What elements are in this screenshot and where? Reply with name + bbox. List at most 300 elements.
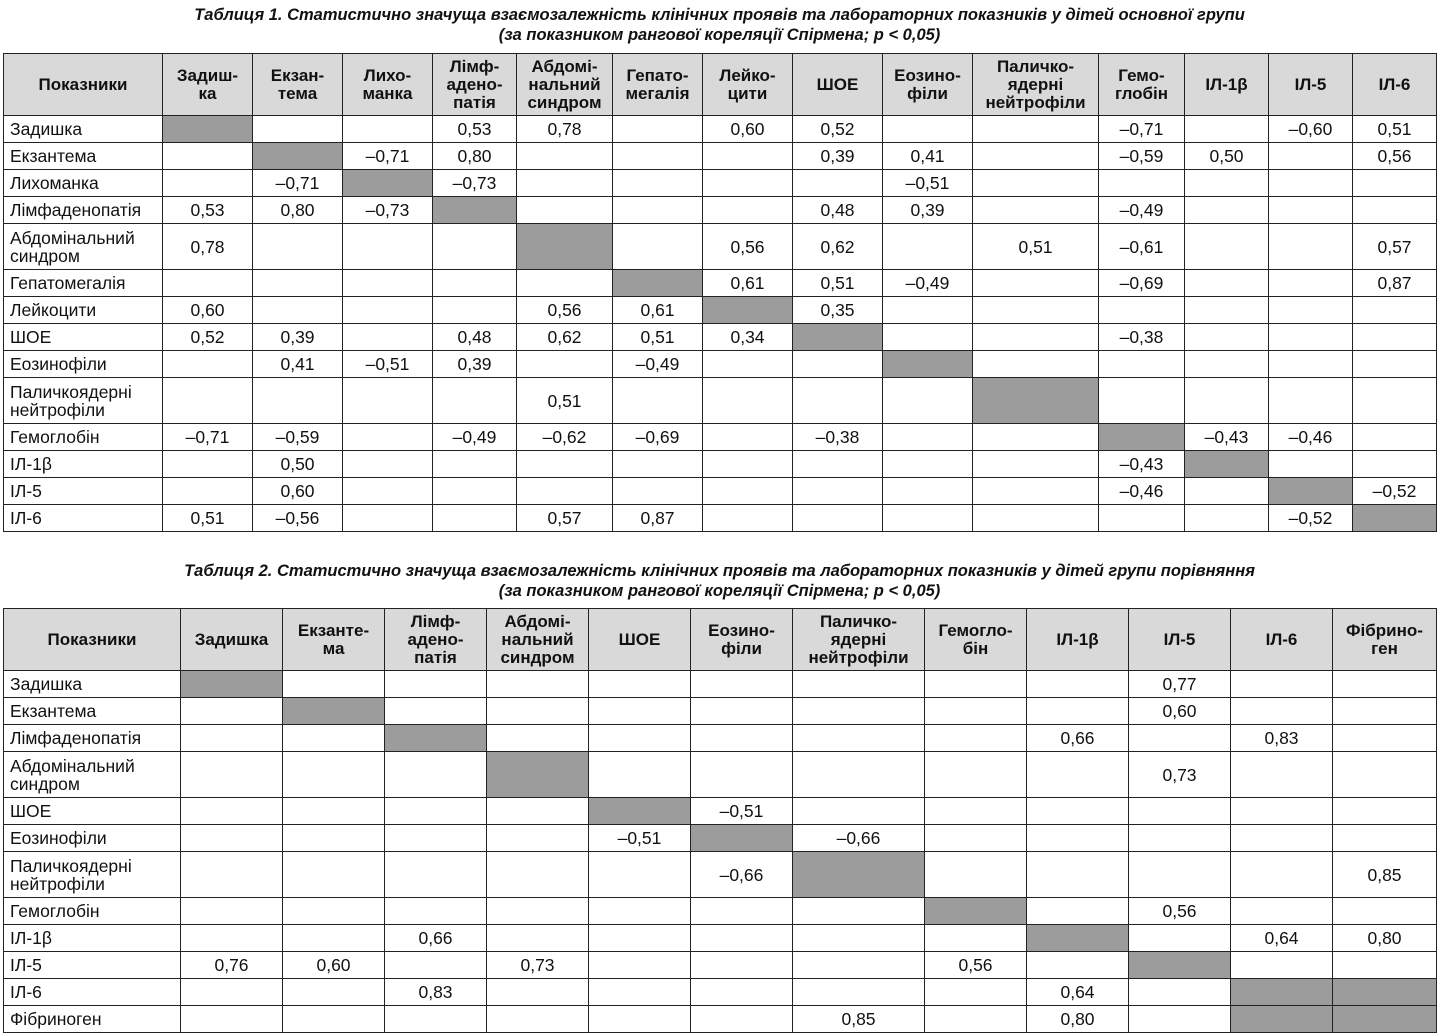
- correlation-cell: [181, 825, 283, 852]
- correlation-cell: [883, 324, 973, 351]
- correlation-cell: [1027, 671, 1129, 698]
- diagonal-shaded-cell: [1333, 1006, 1437, 1033]
- correlation-cell: –0,46: [1269, 424, 1353, 451]
- correlation-cell: [1099, 351, 1185, 378]
- correlation-cell: [703, 478, 793, 505]
- correlation-cell: [487, 852, 589, 898]
- diagonal-shaded-cell: [1231, 1006, 1333, 1033]
- correlation-cell: [613, 116, 703, 143]
- correlation-cell: 0,53: [433, 116, 517, 143]
- column-header: Задишка: [181, 609, 283, 671]
- correlation-cell: [589, 1006, 691, 1033]
- correlation-cell: [883, 378, 973, 424]
- correlation-cell: [283, 725, 385, 752]
- correlation-cell: [1333, 752, 1437, 798]
- column-header: ІЛ-6: [1353, 54, 1437, 116]
- correlation-cell: –0,71: [1099, 116, 1185, 143]
- correlation-cell: 0,83: [385, 979, 487, 1006]
- correlation-cell: [1269, 224, 1353, 270]
- correlation-cell: [181, 898, 283, 925]
- correlation-cell: [1269, 451, 1353, 478]
- correlation-cell: [1333, 952, 1437, 979]
- correlation-cell: [487, 798, 589, 825]
- diagonal-shaded-cell: [253, 143, 343, 170]
- table-row: [4, 898, 1437, 925]
- diagonal-shaded-cell: [1231, 979, 1333, 1006]
- column-header: Еозино- філи: [691, 609, 793, 671]
- diagonal-shaded-cell: [613, 270, 703, 297]
- correlation-cell: [691, 671, 793, 698]
- correlation-cell: 0,85: [793, 1006, 925, 1033]
- correlation-cell: [1185, 270, 1269, 297]
- correlation-cell: [793, 478, 883, 505]
- correlation-cell: 0,56: [517, 297, 613, 324]
- column-header: ІЛ-1β: [1027, 609, 1129, 671]
- correlation-cell: –0,71: [253, 170, 343, 197]
- correlation-cell: [1353, 424, 1437, 451]
- correlation-cell: [1231, 698, 1333, 725]
- correlation-cell: [1185, 478, 1269, 505]
- correlation-cell: [589, 898, 691, 925]
- correlation-cell: [691, 979, 793, 1006]
- row-label: ІЛ-6: [4, 505, 163, 532]
- table-row: [4, 852, 1437, 898]
- correlation-cell: 0,78: [163, 224, 253, 270]
- correlation-cell: [433, 478, 517, 505]
- correlation-cell: [385, 898, 487, 925]
- correlation-cell: [1231, 952, 1333, 979]
- correlation-cell: [1353, 197, 1437, 224]
- correlation-cell: –0,51: [343, 351, 433, 378]
- table-row: [4, 224, 1437, 270]
- correlation-cell: [1269, 170, 1353, 197]
- table1-caption-title: Таблиця 1. Статистично значуща взаємозалежність клінічних проявів та лабораторних показників у дітей основної групи: [194, 6, 1245, 24]
- correlation-table-comparison-group: [3, 608, 1437, 1033]
- diagonal-shaded-cell: [163, 116, 253, 143]
- correlation-cell: [433, 451, 517, 478]
- correlation-cell: [691, 752, 793, 798]
- correlation-cell: [925, 752, 1027, 798]
- correlation-cell: [703, 451, 793, 478]
- correlation-cell: [613, 224, 703, 270]
- correlation-cell: [973, 451, 1099, 478]
- row-label: Фібриноген: [4, 1006, 181, 1033]
- correlation-cell: –0,59: [1099, 143, 1185, 170]
- correlation-cell: [589, 852, 691, 898]
- correlation-cell: 0,73: [487, 952, 589, 979]
- correlation-cell: 0,61: [613, 297, 703, 324]
- correlation-cell: [691, 925, 793, 952]
- correlation-cell: 0,83: [1231, 725, 1333, 752]
- correlation-cell: [181, 698, 283, 725]
- correlation-cell: [883, 424, 973, 451]
- table-row: [4, 270, 1437, 297]
- correlation-cell: [253, 297, 343, 324]
- table-row: [4, 378, 1437, 424]
- table-row: [4, 478, 1437, 505]
- table-row: [4, 324, 1437, 351]
- diagonal-shaded-cell: [1027, 925, 1129, 952]
- correlation-cell: –0,38: [793, 424, 883, 451]
- correlation-cell: [433, 224, 517, 270]
- correlation-cell: [703, 170, 793, 197]
- correlation-cell: 0,64: [1027, 979, 1129, 1006]
- correlation-cell: [925, 825, 1027, 852]
- correlation-cell: 0,53: [163, 197, 253, 224]
- column-header: Лихо- манка: [343, 54, 433, 116]
- correlation-cell: [973, 324, 1099, 351]
- correlation-cell: 0,51: [613, 324, 703, 351]
- correlation-cell: –0,71: [343, 143, 433, 170]
- correlation-cell: [517, 451, 613, 478]
- correlation-cell: 0,39: [253, 324, 343, 351]
- correlation-cell: [1099, 297, 1185, 324]
- row-label: Гемоглобін: [4, 424, 163, 451]
- correlation-cell: [793, 671, 925, 698]
- correlation-cell: [517, 143, 613, 170]
- correlation-cell: 0,62: [793, 224, 883, 270]
- correlation-cell: 0,48: [793, 197, 883, 224]
- diagonal-shaded-cell: [1185, 451, 1269, 478]
- correlation-cell: [793, 698, 925, 725]
- correlation-cell: [343, 451, 433, 478]
- correlation-cell: [925, 671, 1027, 698]
- column-header: Еозино- філи: [883, 54, 973, 116]
- correlation-cell: –0,73: [343, 197, 433, 224]
- table2-caption: [0, 561, 1439, 601]
- correlation-cell: [163, 478, 253, 505]
- correlation-cell: [589, 752, 691, 798]
- correlation-cell: [793, 898, 925, 925]
- column-header: Паличко- ядерні нейтрофіли: [973, 54, 1099, 116]
- correlation-cell: [691, 698, 793, 725]
- correlation-cell: –0,51: [589, 825, 691, 852]
- column-header: Лімф- адено- патія: [433, 54, 517, 116]
- row-label: Гемоглобін: [4, 898, 181, 925]
- correlation-cell: [793, 170, 883, 197]
- correlation-cell: [613, 478, 703, 505]
- correlation-cell: –0,62: [517, 424, 613, 451]
- correlation-cell: 0,80: [1333, 925, 1437, 952]
- correlation-cell: [385, 671, 487, 698]
- correlation-cell: 0,60: [703, 116, 793, 143]
- correlation-cell: 0,87: [613, 505, 703, 532]
- correlation-cell: 0,73: [1129, 752, 1231, 798]
- diagonal-shaded-cell: [283, 698, 385, 725]
- correlation-cell: [793, 925, 925, 952]
- correlation-cell: [343, 116, 433, 143]
- correlation-cell: [793, 351, 883, 378]
- row-label: Паличкоядерні нейтрофіли: [4, 378, 163, 424]
- row-label: ШОЕ: [4, 324, 163, 351]
- correlation-cell: [1269, 270, 1353, 297]
- correlation-cell: [343, 324, 433, 351]
- row-label: ІЛ-1β: [4, 925, 181, 952]
- correlation-cell: 0,61: [703, 270, 793, 297]
- row-label: Гепатомегалія: [4, 270, 163, 297]
- correlation-cell: [1129, 852, 1231, 898]
- correlation-cell: [181, 925, 283, 952]
- correlation-cell: [283, 752, 385, 798]
- table-row: [4, 297, 1437, 324]
- table-row: [4, 725, 1437, 752]
- diagonal-shaded-cell: [487, 752, 589, 798]
- correlation-cell: [433, 270, 517, 297]
- correlation-cell: –0,52: [1353, 478, 1437, 505]
- correlation-cell: [793, 952, 925, 979]
- correlation-cell: –0,49: [883, 270, 973, 297]
- correlation-cell: –0,46: [1099, 478, 1185, 505]
- correlation-cell: [1333, 798, 1437, 825]
- correlation-cell: [883, 505, 973, 532]
- correlation-cell: [973, 270, 1099, 297]
- correlation-cell: [487, 825, 589, 852]
- correlation-cell: –0,51: [691, 798, 793, 825]
- correlation-cell: 0,51: [973, 224, 1099, 270]
- correlation-cell: 0,51: [163, 505, 253, 532]
- correlation-cell: 0,39: [883, 197, 973, 224]
- correlation-cell: 0,51: [1353, 116, 1437, 143]
- correlation-cell: [181, 752, 283, 798]
- correlation-cell: [793, 725, 925, 752]
- correlation-cell: [1099, 505, 1185, 532]
- table-row: [4, 752, 1437, 798]
- diagonal-shaded-cell: [925, 898, 1027, 925]
- table-row: [4, 952, 1437, 979]
- correlation-cell: [973, 116, 1099, 143]
- correlation-cell: [1333, 698, 1437, 725]
- correlation-cell: [181, 798, 283, 825]
- correlation-cell: 0,87: [1353, 270, 1437, 297]
- column-header-indicators: Показники: [4, 609, 181, 671]
- correlation-cell: [517, 351, 613, 378]
- correlation-cell: [1185, 351, 1269, 378]
- column-header: Гемогло- бін: [925, 609, 1027, 671]
- correlation-cell: [589, 671, 691, 698]
- correlation-cell: [163, 451, 253, 478]
- correlation-cell: [1185, 197, 1269, 224]
- diagonal-shaded-cell: [1269, 478, 1353, 505]
- correlation-cell: [1099, 378, 1185, 424]
- correlation-cell: [1027, 798, 1129, 825]
- correlation-cell: [487, 725, 589, 752]
- correlation-cell: [433, 378, 517, 424]
- correlation-cell: [1027, 852, 1129, 898]
- column-header: ІЛ-6: [1231, 609, 1333, 671]
- table-row: [4, 698, 1437, 725]
- correlation-cell: [385, 825, 487, 852]
- correlation-cell: [385, 752, 487, 798]
- correlation-cell: [973, 170, 1099, 197]
- correlation-cell: [181, 1006, 283, 1033]
- correlation-cell: [973, 143, 1099, 170]
- row-label: Лейкоцити: [4, 297, 163, 324]
- table2-caption-subtitle: (за показником рангової кореляції Спірмена; р < 0,05): [498, 582, 941, 600]
- correlation-cell: [253, 116, 343, 143]
- correlation-cell: 0,34: [703, 324, 793, 351]
- table-row: [4, 979, 1437, 1006]
- correlation-cell: [517, 197, 613, 224]
- correlation-cell: [1099, 170, 1185, 197]
- correlation-cell: [1027, 698, 1129, 725]
- correlation-cell: [343, 478, 433, 505]
- correlation-cell: [1353, 378, 1437, 424]
- correlation-cell: [283, 898, 385, 925]
- correlation-cell: [385, 798, 487, 825]
- correlation-cell: 0,41: [883, 143, 973, 170]
- correlation-cell: 0,78: [517, 116, 613, 143]
- correlation-cell: [1353, 324, 1437, 351]
- correlation-cell: [1129, 1006, 1231, 1033]
- diagonal-shaded-cell: [793, 852, 925, 898]
- correlation-cell: [283, 852, 385, 898]
- correlation-cell: [1353, 170, 1437, 197]
- correlation-cell: [487, 925, 589, 952]
- correlation-cell: –0,66: [691, 852, 793, 898]
- correlation-cell: [517, 270, 613, 297]
- correlation-cell: [1129, 979, 1231, 1006]
- correlation-cell: [1231, 671, 1333, 698]
- correlation-cell: [925, 1006, 1027, 1033]
- column-header: Екзанте- ма: [283, 609, 385, 671]
- correlation-cell: [793, 505, 883, 532]
- correlation-cell: [703, 378, 793, 424]
- column-header: Абдомі- нальний синдром: [517, 54, 613, 116]
- correlation-cell: [385, 1006, 487, 1033]
- correlation-cell: [691, 898, 793, 925]
- diagonal-shaded-cell: [883, 351, 973, 378]
- correlation-table-main-group: [3, 53, 1437, 532]
- correlation-cell: 0,57: [517, 505, 613, 532]
- correlation-cell: [163, 170, 253, 197]
- correlation-cell: [1231, 752, 1333, 798]
- correlation-cell: [163, 143, 253, 170]
- correlation-cell: [703, 351, 793, 378]
- correlation-cell: [883, 478, 973, 505]
- diagonal-shaded-cell: [181, 671, 283, 698]
- row-label: ІЛ-1β: [4, 451, 163, 478]
- correlation-cell: [1185, 505, 1269, 532]
- correlation-cell: [163, 270, 253, 297]
- diagonal-shaded-cell: [589, 798, 691, 825]
- column-header: Гепато- мегалія: [613, 54, 703, 116]
- table-row: [4, 197, 1437, 224]
- correlation-cell: 0,56: [1353, 143, 1437, 170]
- column-header: Абдомі- нальний синдром: [487, 609, 589, 671]
- table1-caption: [0, 5, 1439, 45]
- correlation-cell: [613, 378, 703, 424]
- diagonal-shaded-cell: [1333, 979, 1437, 1006]
- correlation-cell: [703, 424, 793, 451]
- correlation-cell: [343, 378, 433, 424]
- correlation-cell: [1231, 898, 1333, 925]
- correlation-cell: [487, 698, 589, 725]
- correlation-cell: 0,77: [1129, 671, 1231, 698]
- correlation-cell: [487, 671, 589, 698]
- correlation-cell: [1185, 224, 1269, 270]
- column-header: Задиш- ка: [163, 54, 253, 116]
- correlation-cell: 0,52: [793, 116, 883, 143]
- correlation-cell: [589, 952, 691, 979]
- correlation-cell: [589, 698, 691, 725]
- correlation-cell: [925, 698, 1027, 725]
- correlation-cell: 0,62: [517, 324, 613, 351]
- correlation-cell: –0,71: [163, 424, 253, 451]
- correlation-cell: [1231, 852, 1333, 898]
- diagonal-shaded-cell: [1099, 424, 1185, 451]
- correlation-cell: [283, 925, 385, 952]
- correlation-cell: –0,43: [1185, 424, 1269, 451]
- correlation-cell: [1269, 197, 1353, 224]
- correlation-cell: [925, 725, 1027, 752]
- correlation-cell: [343, 270, 433, 297]
- table-row: [4, 925, 1437, 952]
- correlation-cell: [973, 505, 1099, 532]
- correlation-cell: [691, 1006, 793, 1033]
- correlation-cell: 0,35: [793, 297, 883, 324]
- correlation-cell: [1185, 170, 1269, 197]
- correlation-cell: [163, 378, 253, 424]
- column-header: Гемо- глобін: [1099, 54, 1185, 116]
- correlation-cell: [1129, 925, 1231, 952]
- table-row: [4, 505, 1437, 532]
- correlation-cell: [703, 197, 793, 224]
- correlation-cell: 0,39: [793, 143, 883, 170]
- correlation-cell: [1353, 297, 1437, 324]
- correlation-cell: 0,48: [433, 324, 517, 351]
- diagonal-shaded-cell: [433, 197, 517, 224]
- table2-caption-title: Таблиця 2. Статистично значуща взаємозалежність клінічних проявів та лабораторних показників у дітей групи порівняння: [184, 562, 1255, 580]
- diagonal-shaded-cell: [385, 725, 487, 752]
- correlation-cell: 0,39: [433, 351, 517, 378]
- correlation-cell: [1231, 825, 1333, 852]
- correlation-cell: –0,43: [1099, 451, 1185, 478]
- correlation-cell: [1185, 324, 1269, 351]
- correlation-cell: [517, 170, 613, 197]
- row-label: Екзантема: [4, 698, 181, 725]
- correlation-cell: [1027, 752, 1129, 798]
- correlation-cell: [1185, 297, 1269, 324]
- correlation-cell: [925, 798, 1027, 825]
- table-row: [4, 143, 1437, 170]
- correlation-cell: [703, 143, 793, 170]
- column-header: ІЛ-5: [1269, 54, 1353, 116]
- correlation-cell: 0,80: [433, 143, 517, 170]
- correlation-cell: 0,50: [253, 451, 343, 478]
- correlation-cell: 0,60: [1129, 698, 1231, 725]
- correlation-cell: [883, 116, 973, 143]
- diagonal-shaded-cell: [691, 825, 793, 852]
- correlation-cell: [793, 752, 925, 798]
- correlation-cell: [1353, 351, 1437, 378]
- correlation-cell: –0,61: [1099, 224, 1185, 270]
- correlation-cell: 0,80: [253, 197, 343, 224]
- correlation-cell: [253, 224, 343, 270]
- correlation-cell: 0,76: [181, 952, 283, 979]
- correlation-cell: –0,49: [613, 351, 703, 378]
- correlation-cell: [385, 852, 487, 898]
- row-label: Задишка: [4, 116, 163, 143]
- correlation-cell: [1353, 451, 1437, 478]
- correlation-cell: [1333, 898, 1437, 925]
- correlation-cell: 0,56: [1129, 898, 1231, 925]
- row-label: Паличкоядерні нейтрофіли: [4, 852, 181, 898]
- row-label: Задишка: [4, 671, 181, 698]
- correlation-cell: [925, 925, 1027, 952]
- correlation-cell: [1269, 324, 1353, 351]
- correlation-cell: 0,80: [1027, 1006, 1129, 1033]
- row-label: Екзантема: [4, 143, 163, 170]
